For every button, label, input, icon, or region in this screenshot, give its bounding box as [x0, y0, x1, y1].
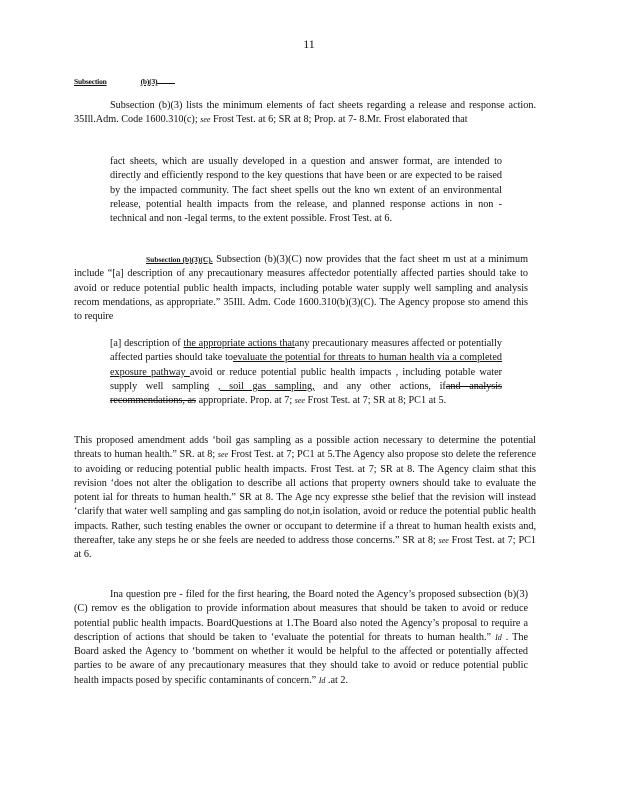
q2-inserted-3: , soil gas sampling,	[217, 380, 315, 392]
p2-heading: Subsection (b)(3)(C).	[146, 255, 213, 264]
p3-text-c: Frost Test. at 7; PC1 at 6.	[74, 535, 536, 561]
paragraph-4	[74, 588, 528, 688]
p4-id-1: Id	[495, 632, 502, 642]
q2-deleted: and analysis recommendations, as	[110, 380, 503, 407]
p3-see: see	[217, 450, 229, 460]
q2-inserted-2: evaluate the potential for threats to human health via a completed exposure pathway	[110, 352, 502, 378]
section-heading	[74, 75, 175, 89]
p4-text-c: .at 2.	[325, 674, 349, 686]
q2-text-a: [a] description of	[110, 338, 184, 349]
p1-text-b: Frost Test. at 6; SR at 8; Prop. at 7- 8.Mr. Frost elaborated that	[210, 114, 468, 126]
q2-see: see	[294, 396, 305, 406]
paragraph-2	[74, 253, 528, 324]
p3-text-b: Frost Test. at 7; PC1 at 5.The Agency also propose sto delete the reference to avoiding or reducing potential public health impacts. Frost Test. at 7; SR at 8. The Agency claim sthat this revision ‘does not alter the obligation to describe all actions that property owners should take to evaluate the potent ial for threats to human health.” SR at 8. The Age ncy expresse sthe belief that the revision will instead ‘clarify that water well sampling and gas sampling do not,in isolation, avoid or reduce the potential public health impacts. Rather, such testing enables the owner or occupant to determine if a threat to human health exists and, thereafter, take any steps he or she feels are needed to address those concerns.” SR at 8;	[74, 449, 536, 547]
p3-text-a: This proposed amendment adds ‘boil gas sampling as a possible action necessary to determine the potential threats to human health.” SR. at 8;	[74, 435, 536, 461]
p3-see-2: see	[438, 536, 449, 546]
paragraph-1	[74, 99, 536, 128]
p4-text-a: Ina question pre - filed for the first hearing, the Board noted the Agency’s proposed subsection (b)(3)(C) remov es the obligation to provide information about measures that should be taken to avoid or reduce potential public health impacts. BoardQuestions at 1.The Board also noted the Agency’s proposal to require a description of actions that should be taken to ‘evaluate the potential for threats to human health.”	[74, 589, 528, 643]
heading-ref: (b)(3)	[140, 77, 158, 86]
block-quote-2	[110, 337, 502, 408]
block-quote-1: fact sheets, which are usually developed in a question and answer format, are intended to directly and efficiently respond to the key questions that have been or are expected to be raised by the impacted community. The fact sheet spells out the kno wn extent of an environmental release, potential health impacts from the release, and planned response actions in non -technical and non -legal terms, to the extent possible. Frost Test. at 6.	[110, 156, 502, 225]
q2-text-g: and any other actions, if	[314, 380, 446, 392]
q2-text-e: avoid or reduce potential public health impacts , including potable water supply well sampling	[110, 366, 502, 392]
p1-text-a: Subsection (b)(3) lists the minimum elements of fact sheets regarding a release and response action. 35Ill.Adm. Code 1600.310(c);	[74, 100, 536, 126]
paragraph-3	[74, 434, 536, 563]
p4-id-2: Id	[318, 675, 326, 685]
q2-text-i: appropriate. Prop. at 7;	[196, 395, 295, 407]
heading-label: Subsection	[74, 77, 107, 86]
q2-text-j: Frost Test. at 7; SR at 8; PC1 at 5.	[304, 395, 447, 407]
p1-see: see	[200, 115, 211, 125]
page-number: 11	[303, 37, 315, 51]
q2-text-c: any precautionary measures affected or potentially affected parties should take to	[110, 338, 503, 364]
p2-text: Subsection (b)(3)(C) now provides that the fact sheet m ust at a minimum include “[a] description of any precautionary measures affectedor potentially affected parties should take to avoid or reduce potential public health impacts, including potable water supply well sampling and analysis recom mendations, as appropriate.” 35Ill. Adm. Code 1600.310(b)(3)(C). The Agency propose sto amend this to require	[74, 254, 528, 323]
p4-text-b: . The Board asked the Agency to ‘bomment on whether it would be helpful to the affected or potentially affected parties to be aware of any precautionary measures that they should take to avoid or reduce potential public health impacts posed by specific contaminants of concern.”	[74, 631, 528, 686]
q2-inserted-1: the appropriate actions that	[183, 338, 295, 349]
